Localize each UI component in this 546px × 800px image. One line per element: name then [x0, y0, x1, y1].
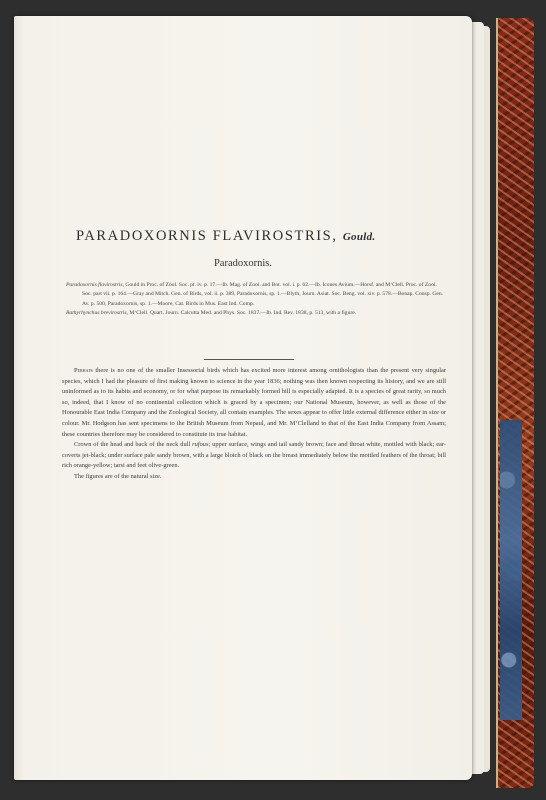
book-page	[14, 16, 472, 780]
species-title-main: PARADOXORNIS FLAVIROSTRIS,	[76, 228, 338, 244]
plumage-text-b: ; upper surface, wings and tail sandy brown; face and throat white, mottled with black; ear-coverts jet-black; under surface pale sandy brown, with a large blotch of black on the breast immediately below the mottled feathers of the throat; bill rich orange-yellow; tarsi and feet olive-green.	[62, 441, 446, 470]
synonymy-entry	[66, 281, 448, 309]
description-text	[62, 366, 446, 483]
species-title-author: Gould.	[342, 231, 376, 243]
synonymy-latin-name: Bathyrhynchus brevirostris,	[66, 309, 128, 316]
paragraph-figures-note: The figures are of the natural size.	[74, 472, 162, 480]
marbled-blue-patch	[500, 420, 522, 720]
paragraph-plumage	[62, 440, 446, 472]
common-name-heading: Paradoxornis.	[213, 258, 273, 269]
species-title	[76, 228, 436, 245]
synonymy-references: M‘Clell. Quart. Journ. Calcutta Med. and Phys. Soc. 1837.—Ib. Ind. Rev. 1838, p. 513, with a figure.	[127, 309, 357, 316]
section-divider	[204, 359, 294, 360]
synonymy-latin-name: Paradoxornis flavirostris,	[66, 282, 124, 288]
plumage-text-a: Crown of the head and back of the neck dull	[74, 441, 193, 449]
synonymy-block	[66, 281, 448, 318]
paragraph-history	[62, 366, 446, 440]
plumage-rufous-word: rufous	[192, 441, 209, 449]
synonymy-references: Gould in Proc. of Zool. Soc. pt. iv. p. 17.—Ib. Mag. of Zool. and Bot. vol. i. p. 62.—Ib. Icones Avium.—Horsf. and M‘Clell. Proc. of Zool. Soc. part vii. p. 164.—Gray and Mitch. Gen. of Birds, vol. ii. p. 389, Paradoxornis, sp. 1.—Blyth, Journ. Asiat. Soc. Beng. vol. xiv. p. 578.—Bonap. Consp. Gen. Av. p. 500, Paradoxornis, sp. 1.—Moore, Cat. Birds in Mus. East Ind. Comp.	[82, 282, 444, 307]
paragraph-history-text: there is no one of the smaller Insessorial birds which has excited more interest among ornithologists than the present very singular species, which I had the pleasure of first making known to science in the year 1836; nothing was then known respecting its history, and we are still uninformed as to its habits and economy, or for what purpose its remarkably formed bill is especially adapted. It is a species of great rarity, so much so, indeed, that I know of no continental collection which is graced by a specimen; our National Museum, however, as well as those of the Honourable East India Company and the Zoological Society, all contain examples. The sexes appear to offer little external difference either in size or colour. Mr. Hodgson has sent specimens to the British Museum from Nepaul, and Mr. M‘Clelland to that of the East India Company from Assam; these countries therefore may be considered to constitute its true habitat.	[62, 367, 446, 438]
synonymy-entry	[66, 309, 448, 318]
lead-word: Perhaps	[74, 367, 93, 374]
